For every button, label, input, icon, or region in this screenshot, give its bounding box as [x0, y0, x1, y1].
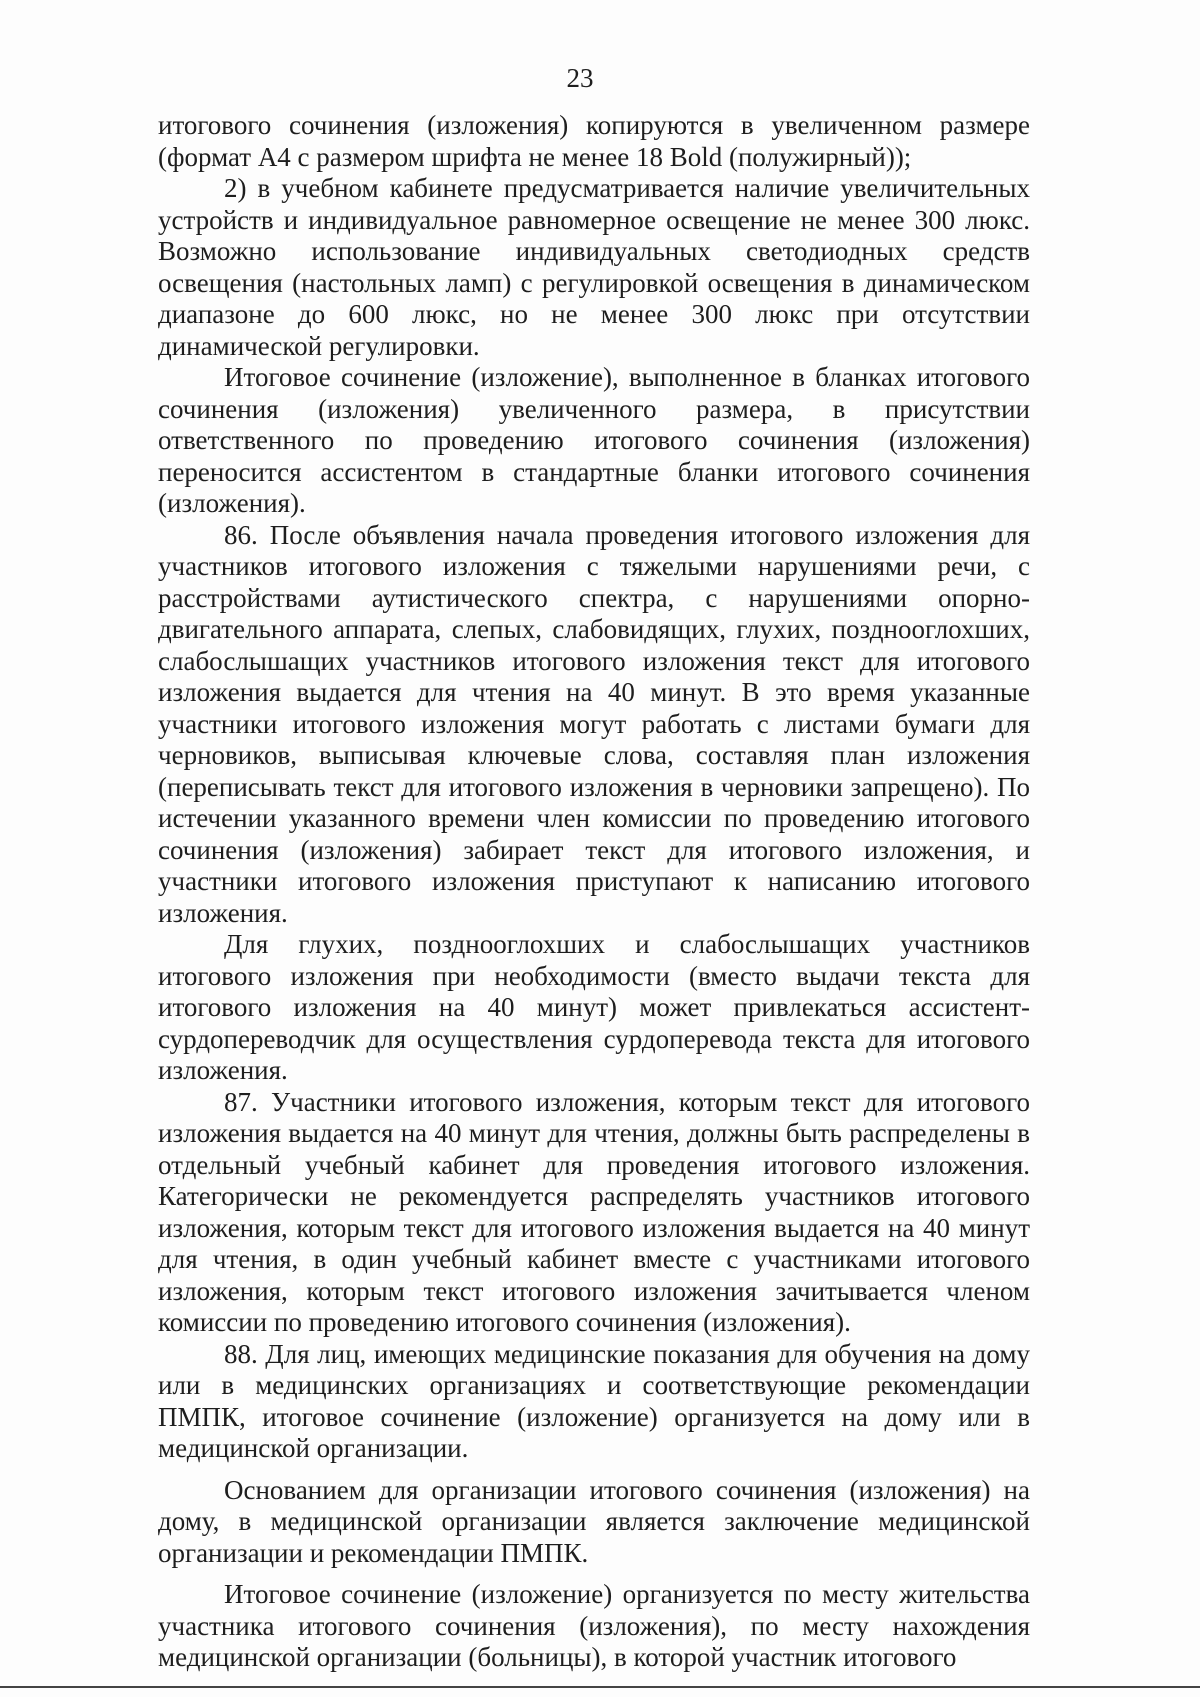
paragraph-87: 87. Участники итогового изложения, которым текст для итогового изложения выдается на 40 минут для чтения, должны быть распределены в отдельный учебный кабинет для проведения итогового изложения. Категорически не рекомендуется распределять участников итогового изложения, которым текст для итогового изложения выдается на 40 минут для чтения, в один учебный кабинет вместе с участниками итогового изложения, которым текст итогового изложения зачитывается членом комиссии по проведению итогового сочинения (изложения). [158, 1086, 1030, 1337]
scan-edge-line [0, 1686, 1200, 1688]
paragraph-continuation: итогового сочинения (изложения) копируются в увеличенном размере (формат А4 с размером шрифта не менее 18 Bold (полужирный)); [158, 110, 1030, 172]
paragraph-sign-language-assistant: Для глухих, позднооглохших и слабослышащих участников итогового изложения при необходимости (вместо выдачи текста для итогового изложения на 40 минут) может привлекаться ассистент-сурдопереводчик для осуществления сурдоперевода текста для итогового изложения. [158, 929, 1030, 1085]
page-number: 23 [566, 63, 594, 93]
paragraph-88: 88. Для лиц, имеющих медицинские показания для обучения на дому или в медицинских организациях и соответствующие рекомендации ПМПК, итоговое сочинение (изложение) организуется на дому или в медицинской организации. [158, 1338, 1030, 1463]
document-body [158, 110, 1030, 1674]
paragraph-86: 86. После объявления начала проведения итогового изложения для участников итогового изложения с тяжелыми нарушениями речи, с расстройствами аутистического спектра, с нарушениями опорно-двигательного аппарата, слепых, слабовидящих, глухих, позднооглохших, слабослышащих участников итогового изложения текст для итогового изложения выдается для чтения на 40 минут. В это время указанные участники итогового изложения могут работать с листами бумаги для черновиков, выписывая ключевые слова, составляя план изложения (переписывать текст для итогового изложения в черновики запрещено). По истечении указанного времени член комиссии по проведению итогового сочинения (изложения) забирает текст для итогового изложения, и участники итогового изложения приступают к написанию итогового изложения. [158, 519, 1030, 928]
paragraph-basis-for-home-exam: Основанием для организации итогового сочинения (изложения) на дому, в медицинской организации является заключение медицинской организации и рекомендации ПМПК. [158, 1474, 1030, 1568]
paragraph-item-2: 2) в учебном кабинете предусматривается наличие увеличительных устройств и индивидуальное равномерное освещение не менее 300 люкс. Возможно использование индивидуальных светодиодных средств освещения (настольных ламп) с регулировкой освещения в динамическом диапазоне до 600 люкс, но не менее 300 люкс при отсутствии динамической регулировки. [158, 173, 1030, 361]
paragraph-exam-location: Итоговое сочинение (изложение) организуется по месту жительства участника итогового сочинения (изложения), по месту нахождения медицинской организации (больницы), в которой участник итогового [158, 1579, 1030, 1672]
paragraph-transfer-to-standard-forms: Итоговое сочинение (изложение), выполненное в бланках итогового сочинения (изложения) увеличенного размера, в присутствии ответственного по проведению итогового сочинения (изложения) переносится ассистентом в стандартные бланки итогового сочинения (изложения). [158, 362, 1030, 518]
